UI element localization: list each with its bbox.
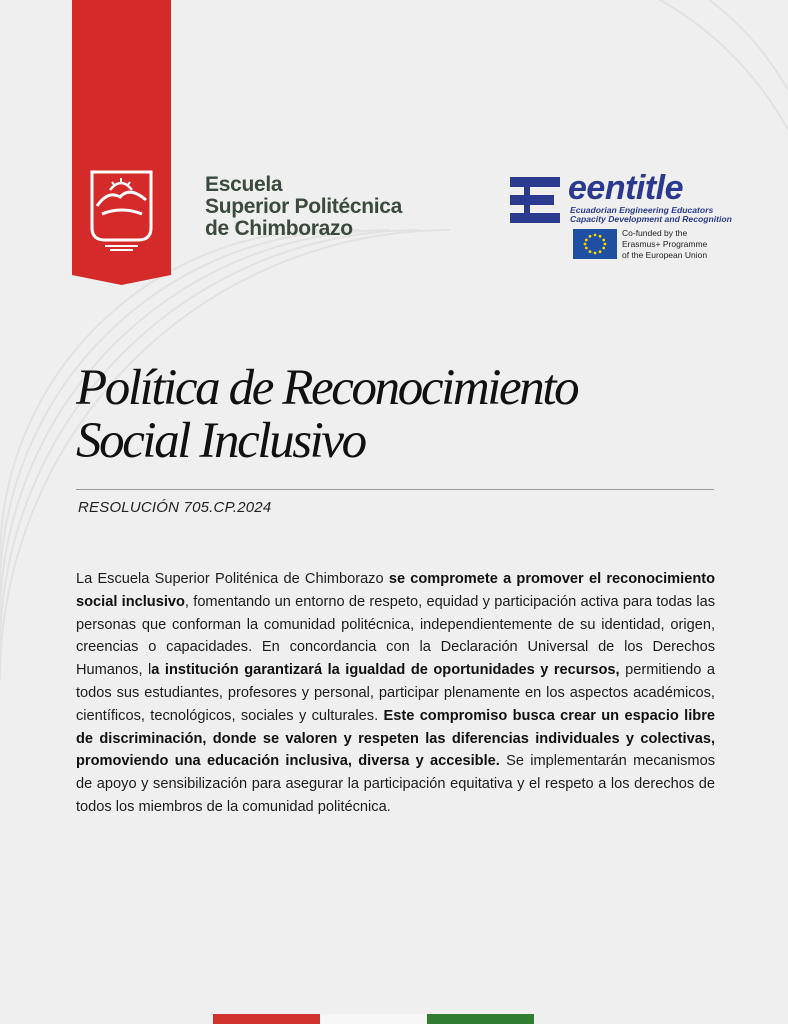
body-segment: , fomentando un entorno de respeto, equidad y participación activa para todas las personas que conforman la comunidad politécnica, independientemente de su identidad, origen, creencias o capacidades. En concordancia con la Declaración Universal de los Derechos Humanos, l	[76, 593, 716, 679]
espoch-shield-icon	[72, 0, 171, 285]
document-title-line-1: Política de Reconocimiento	[76, 360, 578, 416]
resolution-number: RESOLUCIÓN 705.CP.2024	[78, 499, 272, 516]
school-name	[205, 174, 402, 240]
institution-ribbon	[72, 0, 171, 285]
eu-flag-icon	[573, 229, 617, 259]
eentitle-subtitle-line-2: Capacity Development and Recognition	[570, 214, 732, 224]
document-title-line-2: Social Inclusivo	[76, 413, 365, 469]
eentitle-logo	[510, 170, 740, 270]
school-name-line-2: Superior Politécnica	[205, 195, 403, 218]
eentitle-e-mark-icon	[510, 174, 562, 226]
flag-stripe-red	[213, 1014, 320, 1024]
body-segment: La Escuela Superior Politénica de Chimborazo	[76, 571, 389, 587]
body-segment: permitiendo a todos sus estudiantes, profesores y personal, participar plenamente en los aspectos académicos, científicos, tecnológicos, sociales y culturales.	[76, 662, 716, 724]
flag-stripe-white	[320, 1014, 427, 1024]
body-segment-bold: a institución garantizará la igualdad de oportunidades y recursos,	[151, 662, 620, 679]
school-name-line-3: de Chimborazo	[205, 217, 353, 240]
body-segment-bold: Este compromiso busca crear un espacio libre de discriminación, donde se valoren y respeten las diferencias individuales y colectivas, promoviendo una educación inclusiva, diversa y accesible.	[76, 707, 715, 770]
body-segment: Se implementarán mecanismos de apoyo y sensibilización para asegurar la participación equitativa y el respeto a los derechos de todos los miembros de la comunidad politécnica.	[76, 753, 715, 815]
eu-cofunding-text	[622, 228, 707, 261]
policy-body	[76, 568, 715, 819]
eentitle-subtitle	[570, 206, 732, 224]
body-segment-bold: se compromete a promover el reconocimiento social inclusivo	[76, 571, 716, 610]
eu-cofunding-line-1: Co-funded by the	[622, 228, 688, 238]
eu-cofunding-line-3: of the European Union	[622, 250, 708, 260]
document-title	[76, 362, 577, 468]
eu-cofunding-line-2: Erasmus+ Programme	[622, 239, 708, 249]
eentitle-subtitle-line-1: Ecuadorian Engineering Educators	[570, 205, 714, 215]
title-divider	[76, 489, 714, 490]
eentitle-name: eentitle	[568, 169, 684, 207]
school-name-line-1: Escuela	[205, 173, 283, 196]
ecuador-flag-strip	[213, 1014, 534, 1024]
flag-stripe-green	[427, 1014, 534, 1024]
